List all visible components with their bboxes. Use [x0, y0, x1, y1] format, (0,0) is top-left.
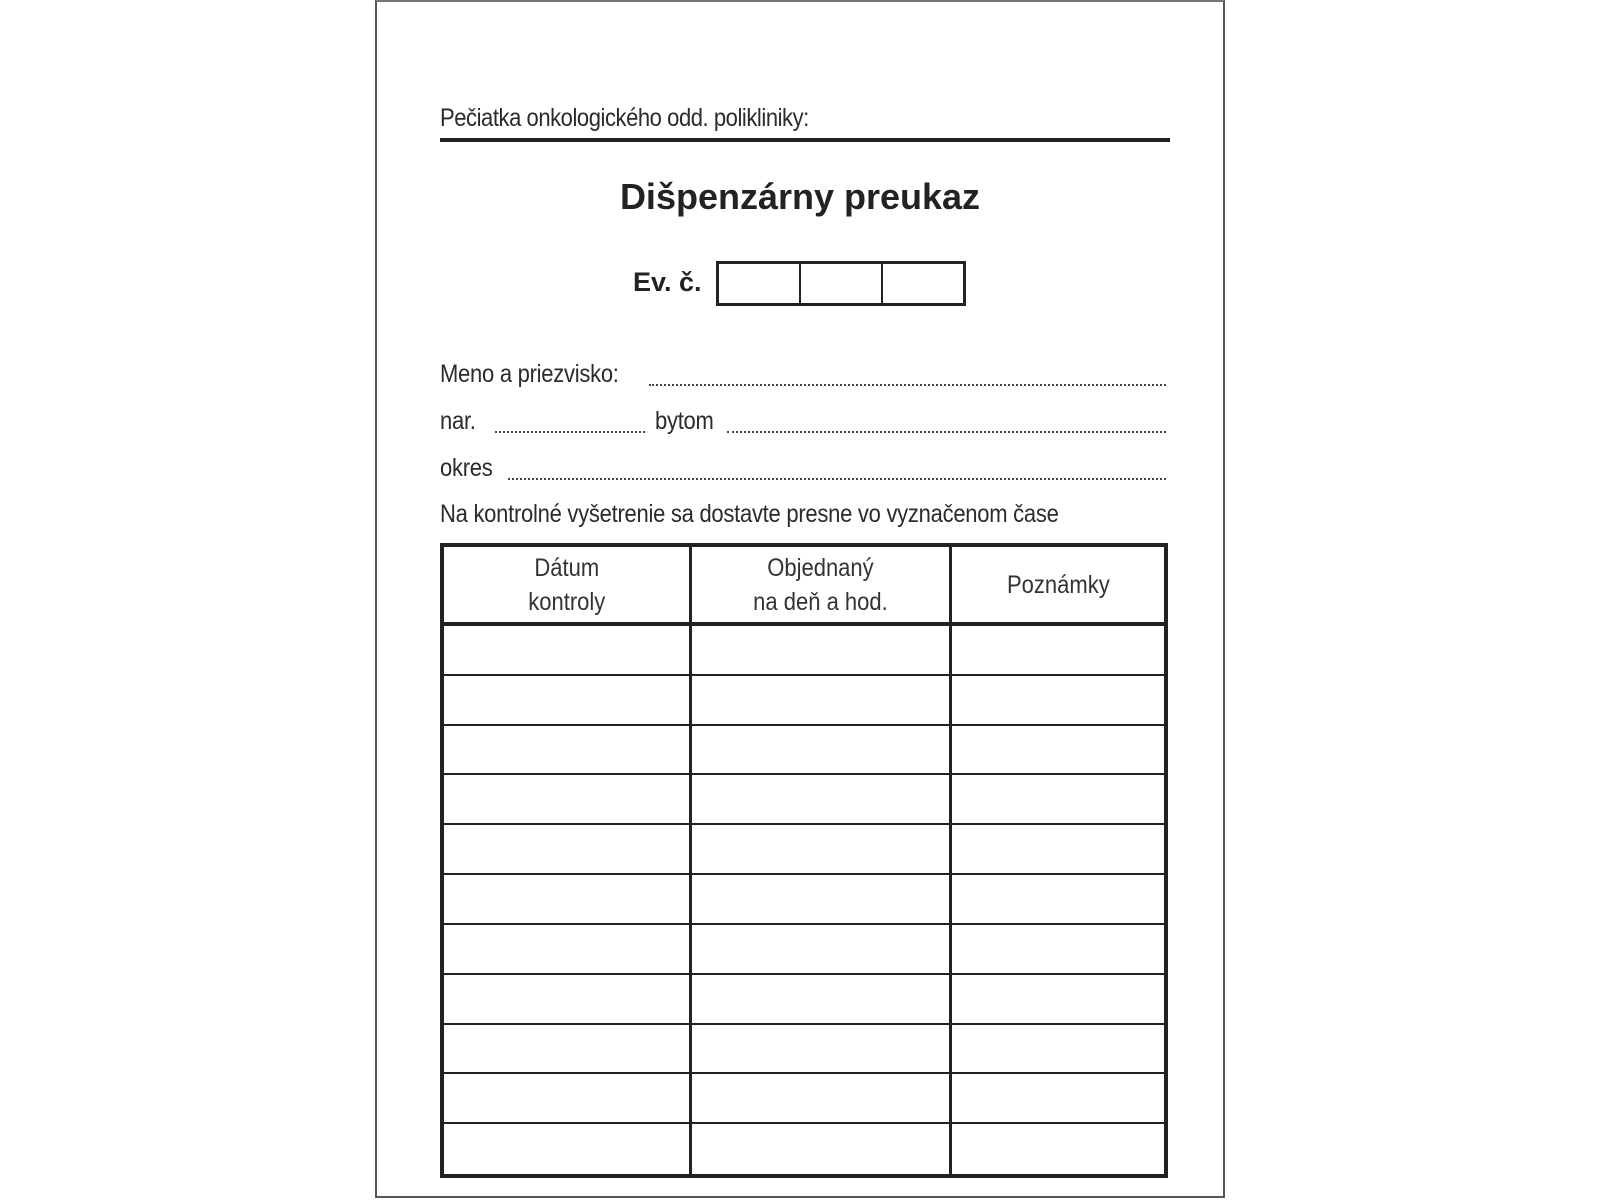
residence-field[interactable]: [727, 431, 1166, 433]
control-table: [440, 543, 1168, 1178]
header-date: Dátum kontroly: [444, 547, 692, 626]
cell-date[interactable]: [444, 1025, 692, 1075]
cell-date[interactable]: [444, 975, 692, 1025]
ev-number-boxes: [716, 261, 966, 306]
cell-appointment[interactable]: [692, 775, 952, 825]
cell-date[interactable]: [444, 726, 692, 776]
cell-notes[interactable]: [952, 875, 1164, 925]
birth-label: nar.: [440, 407, 476, 435]
cell-date[interactable]: [444, 825, 692, 875]
cell-notes[interactable]: [952, 1124, 1164, 1174]
cell-appointment[interactable]: [692, 1124, 952, 1174]
header-notes: Poznámky: [952, 547, 1164, 626]
district-label: okres: [440, 454, 493, 482]
ev-number-cell[interactable]: [801, 264, 883, 303]
cell-date[interactable]: [444, 775, 692, 825]
cell-notes[interactable]: [952, 676, 1164, 726]
page-title: Dišpenzárny preukaz: [619, 176, 981, 217]
cell-date[interactable]: [444, 676, 692, 726]
header-appointment: Objednaný na deň a hod.: [692, 547, 952, 626]
cell-appointment[interactable]: [692, 726, 952, 776]
district-field[interactable]: [508, 478, 1166, 480]
ev-number-cell[interactable]: [883, 264, 963, 303]
cell-notes[interactable]: [952, 775, 1164, 825]
cell-date[interactable]: [444, 875, 692, 925]
name-field[interactable]: [649, 384, 1166, 386]
name-label: Meno a priezvisko:: [440, 360, 619, 388]
cell-date[interactable]: [444, 1074, 692, 1124]
cell-notes[interactable]: [952, 626, 1164, 676]
cell-appointment[interactable]: [692, 875, 952, 925]
residence-label: bytom: [655, 407, 714, 435]
cell-notes[interactable]: [952, 925, 1164, 975]
ev-number-label: Ev. č.: [633, 267, 702, 297]
cell-notes[interactable]: [952, 726, 1164, 776]
cell-notes[interactable]: [952, 825, 1164, 875]
cell-appointment[interactable]: [692, 975, 952, 1025]
instruction-text: Na kontrolné vyšetrenie sa dostavte presne vo vyznačenom čase: [440, 500, 1059, 528]
cell-date[interactable]: [444, 925, 692, 975]
cell-appointment[interactable]: [692, 825, 952, 875]
cell-appointment[interactable]: [692, 925, 952, 975]
stamp-label: Pečiatka onkologického odd. polikliniky:: [440, 104, 809, 132]
cell-appointment[interactable]: [692, 626, 952, 676]
cell-date[interactable]: [444, 626, 692, 676]
cell-appointment[interactable]: [692, 1025, 952, 1075]
ev-number-cell[interactable]: [719, 264, 801, 303]
birth-field[interactable]: [495, 431, 645, 433]
cell-date[interactable]: [444, 1124, 692, 1174]
cell-appointment[interactable]: [692, 676, 952, 726]
cell-notes[interactable]: [952, 975, 1164, 1025]
stamp-line: [440, 138, 1170, 142]
cell-notes[interactable]: [952, 1025, 1164, 1075]
cell-notes[interactable]: [952, 1074, 1164, 1124]
cell-appointment[interactable]: [692, 1074, 952, 1124]
